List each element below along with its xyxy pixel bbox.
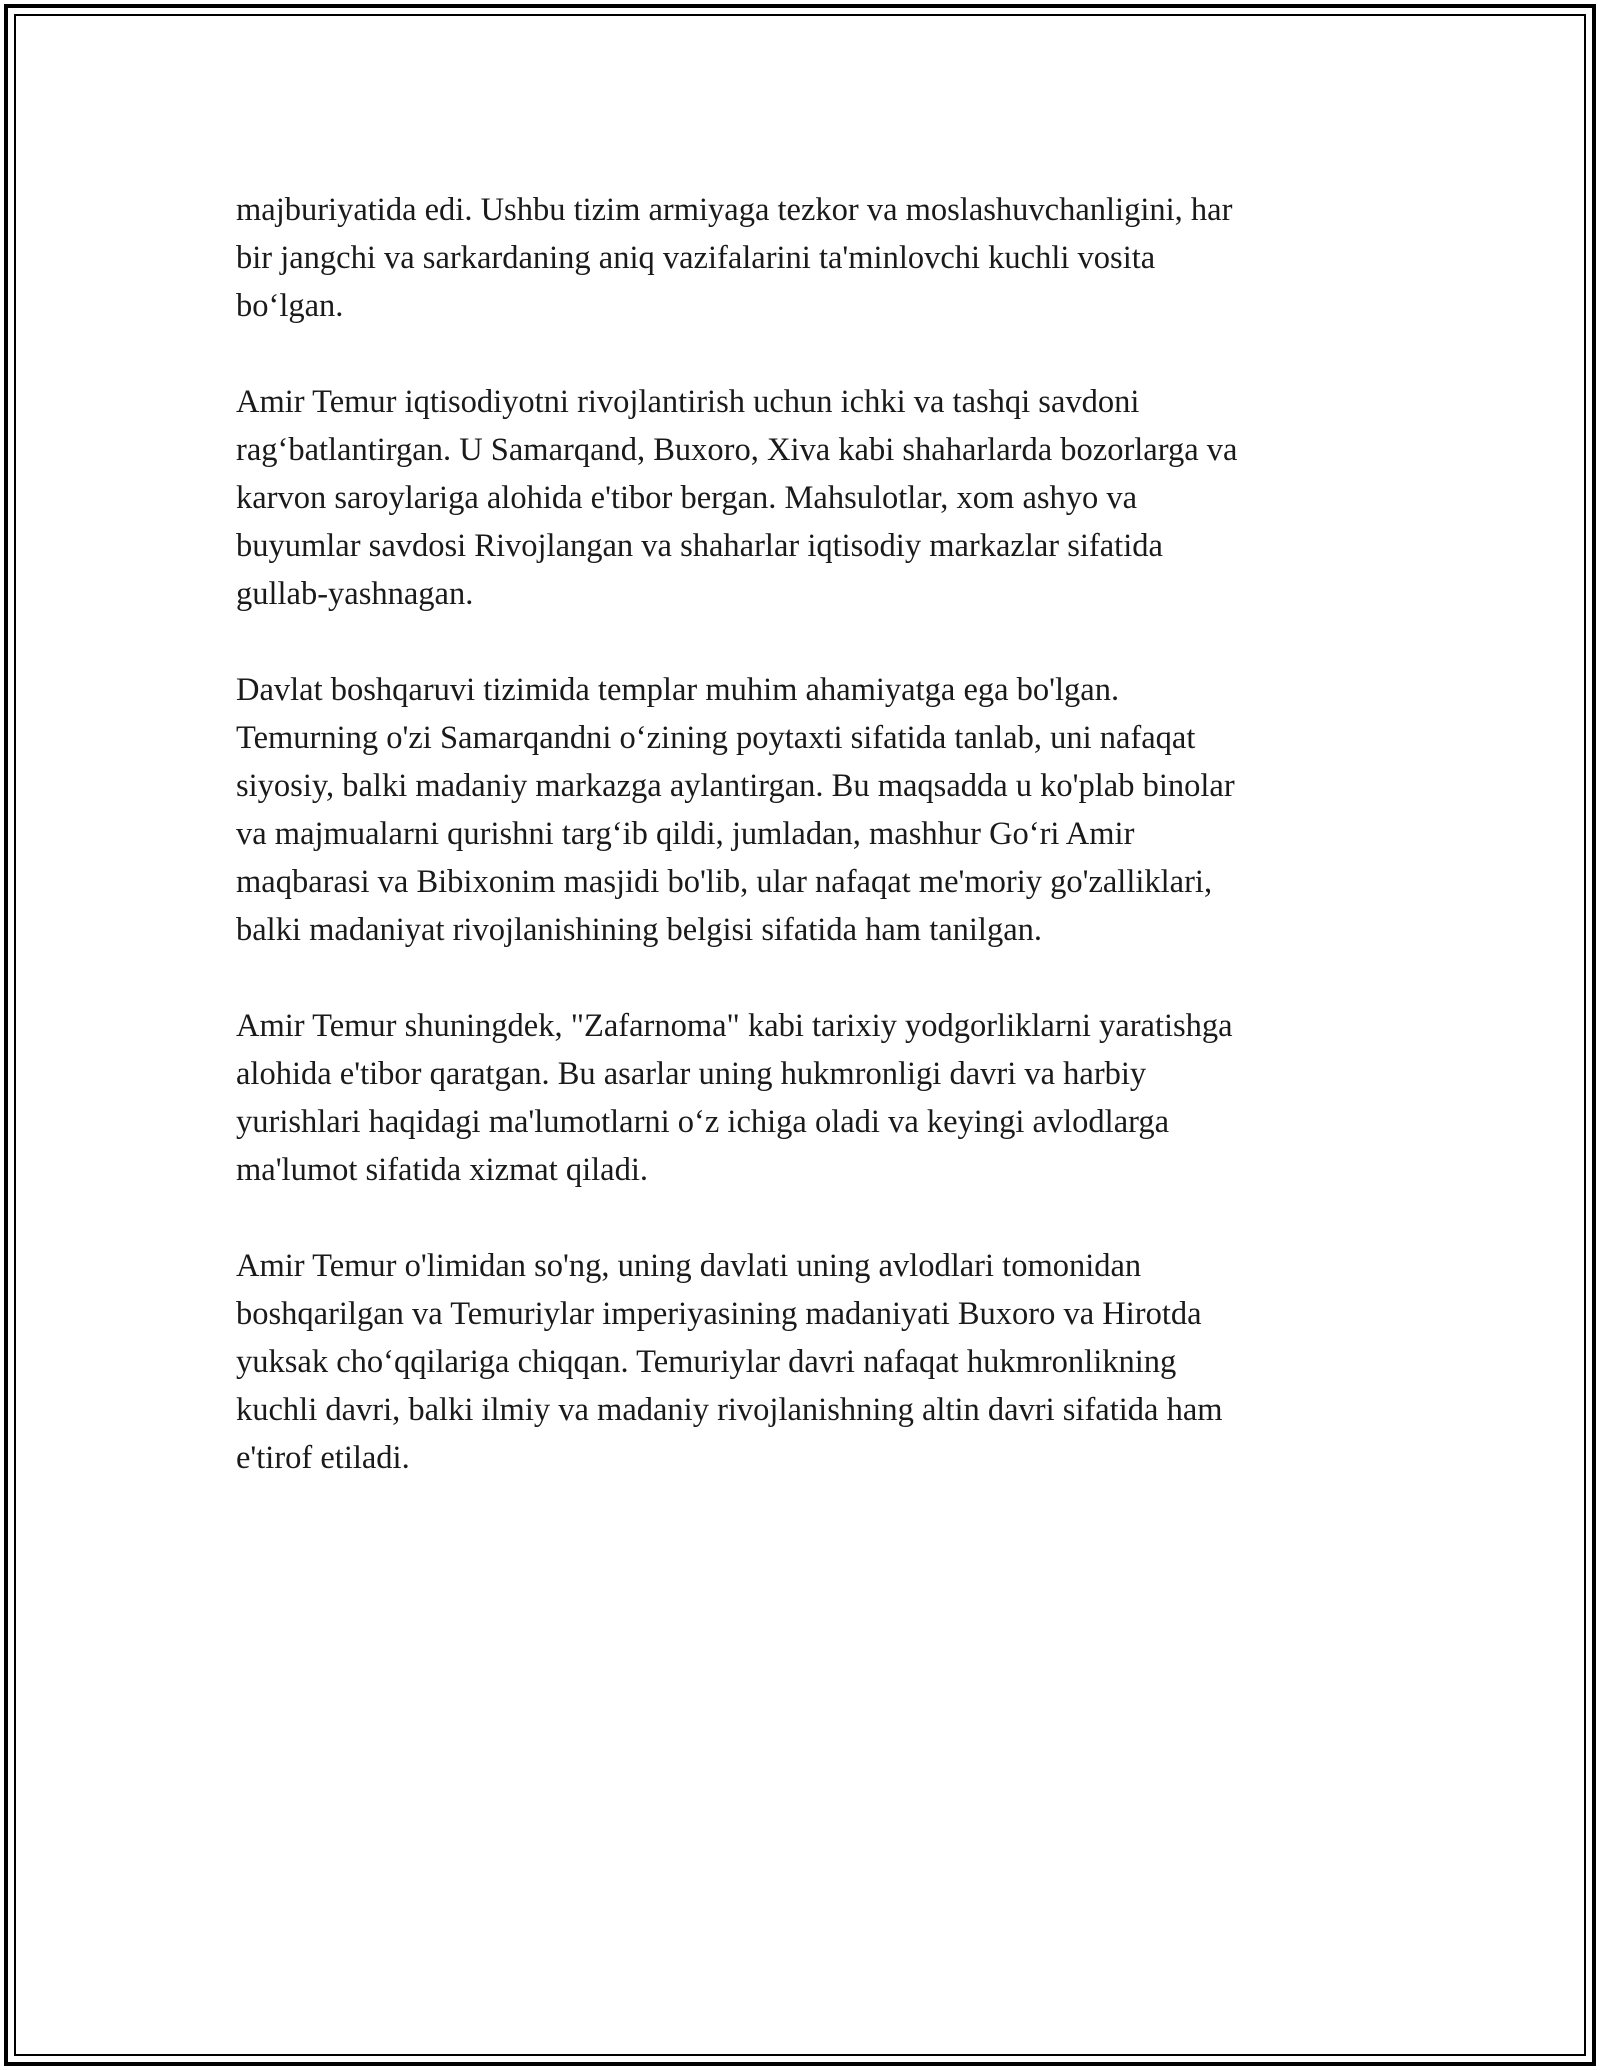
text-line: e'tirof etiladi. bbox=[236, 1440, 410, 1476]
text-line: alohida e'tibor qaratgan. Bu asarlar uning hukmronligi davri va harbiy bbox=[236, 1056, 1147, 1092]
text-line: yurishlari haqidagi ma'lumotlarni o‘z ichiga oladi va keyingi avlodlarga bbox=[236, 1104, 1170, 1140]
text-line: Temurning o'zi Samarqandni o‘zining poytaxti sifatida tanlab, uni nafaqat bbox=[236, 720, 1196, 756]
paragraph-5 bbox=[236, 1242, 1386, 1482]
text-line: rag‘batlantirgan. U Samarqand, Buxoro, Xiva kabi shaharlarda bozorlarga va bbox=[236, 432, 1238, 468]
text-line: Amir Temur shuningdek, "Zafarnoma" kabi tarixiy yodgorliklarni yaratishga bbox=[236, 1008, 1233, 1044]
text-line: Amir Temur iqtisodiyotni rivojlantirish uchun ichki va tashqi savdoni bbox=[236, 384, 1140, 420]
paragraph-3 bbox=[236, 666, 1386, 954]
document-body bbox=[236, 186, 1386, 1530]
text-line: balki madaniyat rivojlanishining belgisi sifatida ham tanilgan. bbox=[236, 912, 1043, 948]
text-line: maqbarasi va Bibixonim masjidi bo'lib, ular nafaqat me'moriy go'zalliklari, bbox=[236, 864, 1213, 900]
text-line: ma'lumot sifatida xizmat qiladi. bbox=[236, 1152, 649, 1188]
text-line: Davlat boshqaruvi tizimida templar muhim ahamiyatga ega bo'lgan. bbox=[236, 672, 1120, 708]
text-line: yuksak cho‘qqilariga chiqqan. Temuriylar davri nafaqat hukmronlikning bbox=[236, 1344, 1177, 1380]
paragraph-4 bbox=[236, 1002, 1386, 1194]
text-line: kuchli davri, balki ilmiy va madaniy rivojlanishning altin davri sifatida ham bbox=[236, 1392, 1223, 1428]
paragraph-2 bbox=[236, 378, 1386, 618]
text-line: boshqarilgan va Temuriylar imperiyasining madaniyati Buxoro va Hirotda bbox=[236, 1296, 1202, 1332]
text-line: siyosiy, balki madaniy markazga aylantirgan. Bu maqsadda u ko'plab binolar bbox=[236, 768, 1235, 804]
text-line: bir jangchi va sarkardaning aniq vazifalarini ta'minlovchi kuchli vosita bbox=[236, 240, 1156, 276]
text-line: bo‘lgan. bbox=[236, 288, 344, 324]
text-line: majburiyatida edi. Ushbu tizim armiyaga tezkor va moslashuvchanligini, har bbox=[236, 192, 1233, 228]
text-line: va majmualarni qurishni targ‘ib qildi, jumladan, mashhur Go‘ri Amir bbox=[236, 816, 1135, 852]
text-line: Amir Temur o'limidan so'ng, uning davlati uning avlodlari tomonidan bbox=[236, 1248, 1142, 1284]
text-line: karvon saroylariga alohida e'tibor bergan. Mahsulotlar, xom ashyo va bbox=[236, 480, 1138, 516]
text-line: buyumlar savdosi Rivojlangan va shaharlar iqtisodiy markazlar sifatida bbox=[236, 528, 1163, 564]
paragraph-1 bbox=[236, 186, 1386, 330]
text-line: gullab-yashnagan. bbox=[236, 576, 474, 612]
